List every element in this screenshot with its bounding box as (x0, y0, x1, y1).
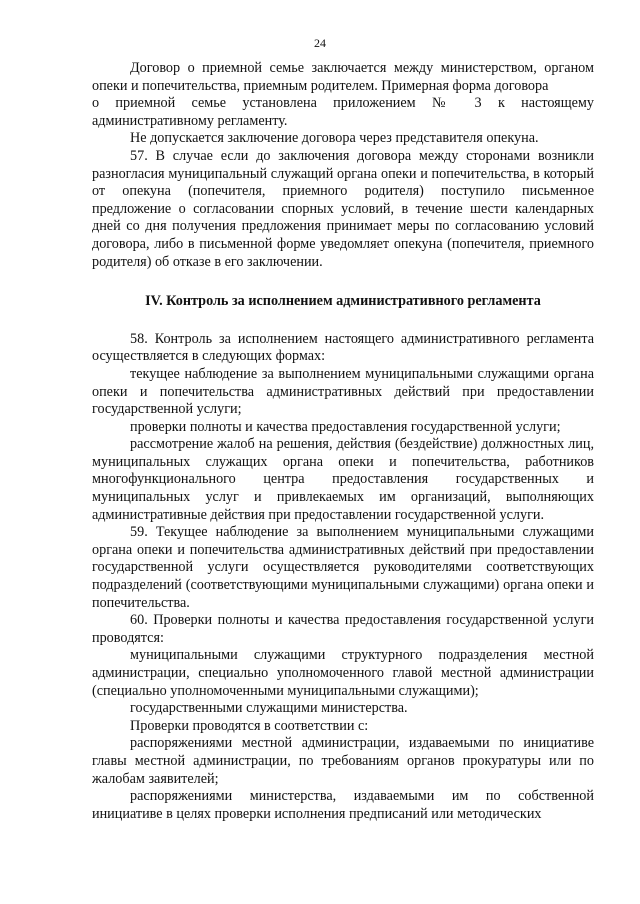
paragraph: проверки полноты и качества предоставления государственной услуги; (130, 418, 561, 435)
paragraph: распоряжениями местной администрации, издаваемыми по инициативе главы местной администрации, по требованиям органов прокуратуры или по жалобам заявителей; (92, 735, 594, 787)
paragraph: 58. Контроль за исполнением настоящего административного регламента осуществляется в следующих формах: (92, 330, 594, 365)
section-heading: IV. Контроль за исполнением административного регламента (145, 293, 541, 310)
paragraph: 60. Проверки полноты и качества предоставления государственной услуги проводятся: (92, 612, 594, 646)
paragraph: Договор о приемной семье заключается между министерством, органом опеки и попечительства, приемным родителем. Примерная форма договора (92, 60, 594, 94)
page-number: 24 (314, 36, 326, 50)
paragraph: о приемной семье установлена приложением № 3 к настоящему административному регламенту. (92, 95, 594, 129)
document-body (92, 60, 594, 823)
paragraph: Не допускается заключение договора через представителя опекуна. (130, 130, 539, 147)
paragraph: муниципальными служащими структурного подразделения местной администрации, специально уполномоченного главой местной администрации (специально уполномоченными муниципальными служащими); (92, 647, 594, 699)
paragraph: государственными служащими министерства. (130, 700, 408, 717)
paragraph: 57. В случае если до заключения договора между сторонами возникли разногласия муниципальный служащий органа опеки и попечительства, в который от опекуна (попечителя, приемного родителя) поступило письменное предложение о согласовании спорных условий, в течение шести календарных дней со дня получения предложения принимает меры по согласованию условий договора, либо в письменной форме уведомляет опекуна (попечителя, приемного родителя) об отказе в его заключении. (92, 147, 594, 270)
paragraph: распоряжениями министерства, издаваемыми им по собственной инициативе в целях проверки исполнения предписаний или методических (92, 788, 594, 822)
paragraph: текущее наблюдение за выполнением муниципальными служащими органа опеки и попечительства административных действий при предоставлении государственной услуги; (92, 365, 594, 418)
paragraph: рассмотрение жалоб на решения, действия (бездействие) должностных лиц, муниципальных служащих органа опеки и попечительства, работников многофункционального центра предоставления государственных и муниципальных услуг и привлекаемых им организаций, выполняющих административные действия при предоставлении государственной услуги. (92, 436, 594, 523)
paragraph: 59. Текущее наблюдение за выполнением муниципальными служащими органа опеки и попечительства административных действий при предоставлении государственной услуги осуществляется руководителями соответствующих подразделений (соответствующими муниципальными служащими) органа опеки и попечительства. (92, 524, 594, 611)
paragraph: Проверки проводятся в соответствии с: (130, 717, 369, 734)
